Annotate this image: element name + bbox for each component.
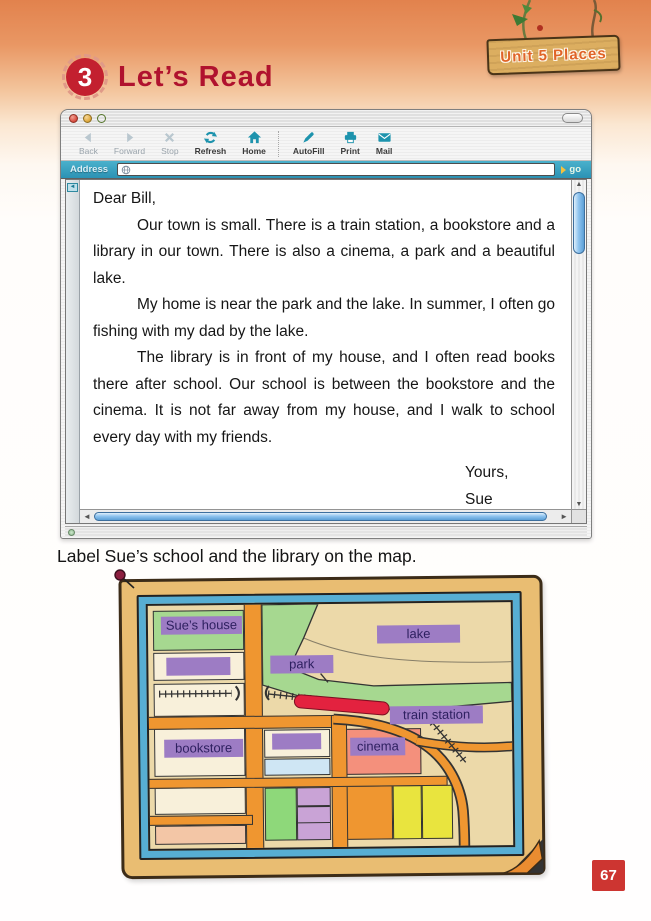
map-label-park: park xyxy=(270,655,334,674)
letter-paragraph: My home is near the park and the lake. In summer, I often go fishing with my dad by the lake. xyxy=(93,296,555,340)
print-label: Print xyxy=(340,146,360,156)
unit-banner xyxy=(486,35,620,76)
mail-envelope-icon xyxy=(377,130,392,145)
window-titlebar xyxy=(61,110,591,127)
home-button[interactable] xyxy=(234,130,274,156)
page-curl xyxy=(501,833,547,877)
home-label: Home xyxy=(242,146,266,156)
autofill-button[interactable] xyxy=(285,130,333,156)
map-blue-frame xyxy=(137,591,525,860)
map-label-sues-house: Sue’s house xyxy=(161,616,243,635)
letter-paragraph: Our town is small. There is a train station, a bookstore and a library in our town. There is also a cinema, a park and a beautiful lake. xyxy=(93,216,555,287)
refresh-icon xyxy=(203,130,218,145)
vertical-scrollbar[interactable] xyxy=(571,180,586,509)
stop-button[interactable] xyxy=(153,130,187,156)
status-globe-icon xyxy=(68,529,75,536)
autofill-label: AutoFill xyxy=(292,146,325,156)
vertical-scroll-thumb[interactable] xyxy=(573,192,585,254)
zoom-window-button[interactable] xyxy=(97,114,106,123)
sidebar-drawer xyxy=(66,180,80,523)
map-canvas xyxy=(146,600,516,851)
forward-button[interactable] xyxy=(106,130,153,156)
letter-closing xyxy=(465,460,521,509)
push-pin-icon xyxy=(111,566,139,594)
map-label-train-station: train station xyxy=(390,706,483,725)
scroll-left-arrow-icon[interactable]: ◄ xyxy=(83,512,91,521)
go-arrow-icon xyxy=(561,166,566,174)
back-label: Back xyxy=(79,146,98,156)
scroll-right-arrow-icon[interactable]: ► xyxy=(560,512,568,521)
exercise-instruction: Label Sue’s school and the library on the map. xyxy=(57,546,417,566)
section-number-badge xyxy=(66,58,104,96)
signature: Sue xyxy=(465,490,493,508)
go-label: go xyxy=(569,164,581,175)
page-number: 67 xyxy=(600,867,617,884)
map-label-lake: lake xyxy=(377,625,461,644)
map-label-cinema: cinema xyxy=(351,737,406,756)
print-button[interactable] xyxy=(333,130,368,156)
scrollbar-corner xyxy=(571,509,586,523)
browser-status-bar xyxy=(65,526,587,537)
map-label-bookstore: bookstore xyxy=(164,739,244,758)
browser-content xyxy=(65,179,587,524)
browser-window xyxy=(60,109,592,539)
home-icon xyxy=(247,130,262,145)
forward-label: Forward xyxy=(113,146,146,156)
refresh-button[interactable] xyxy=(187,130,235,156)
closing-line: Yours, xyxy=(465,464,509,481)
letter-body xyxy=(80,180,571,509)
refresh-label: Refresh xyxy=(194,146,227,156)
map-parchment-sheet xyxy=(118,575,545,879)
scroll-down-arrow-icon[interactable]: ▼ xyxy=(575,501,583,508)
address-label: Address xyxy=(70,164,109,175)
park-label-tail xyxy=(321,673,328,682)
toolbar-separator xyxy=(278,131,279,157)
horizontal-scrollbar[interactable] xyxy=(80,509,571,523)
back-button[interactable] xyxy=(71,130,106,156)
page-number-badge xyxy=(592,860,625,891)
horizontal-scroll-thumb[interactable] xyxy=(94,512,547,521)
unit-banner-label: Unit 5 Places xyxy=(500,44,607,66)
back-arrow-icon xyxy=(81,130,96,145)
autofill-pen-icon xyxy=(301,130,316,145)
town-map xyxy=(120,577,544,877)
toolbar-toggle-pill[interactable] xyxy=(562,113,583,123)
mail-button[interactable] xyxy=(368,130,401,156)
letter-salutation: Dear Bill, xyxy=(93,190,156,207)
collapse-drawer-icon[interactable]: ◄ xyxy=(67,183,78,192)
globe-icon xyxy=(121,165,131,175)
mail-label: Mail xyxy=(375,146,393,156)
printer-icon xyxy=(343,130,358,145)
address-bar xyxy=(61,161,591,179)
section-title: Let’s Read xyxy=(118,61,274,93)
close-window-button[interactable] xyxy=(69,114,78,123)
scroll-up-arrow-icon[interactable]: ▲ xyxy=(575,181,583,188)
section-number: 3 xyxy=(77,61,93,92)
stop-label: Stop xyxy=(161,146,179,156)
go-button[interactable] xyxy=(555,164,587,175)
letter-paragraph: The library is in front of my house, and I often read books there after school. Our school is between the bookstore and the cinema. It is not far away from my house, and I walk to school every day with my friends. xyxy=(93,349,555,446)
minimize-window-button[interactable] xyxy=(83,114,92,123)
forward-arrow-icon xyxy=(122,130,137,145)
stop-x-icon xyxy=(162,130,177,145)
browser-toolbar xyxy=(61,127,591,161)
address-input[interactable] xyxy=(117,163,555,176)
